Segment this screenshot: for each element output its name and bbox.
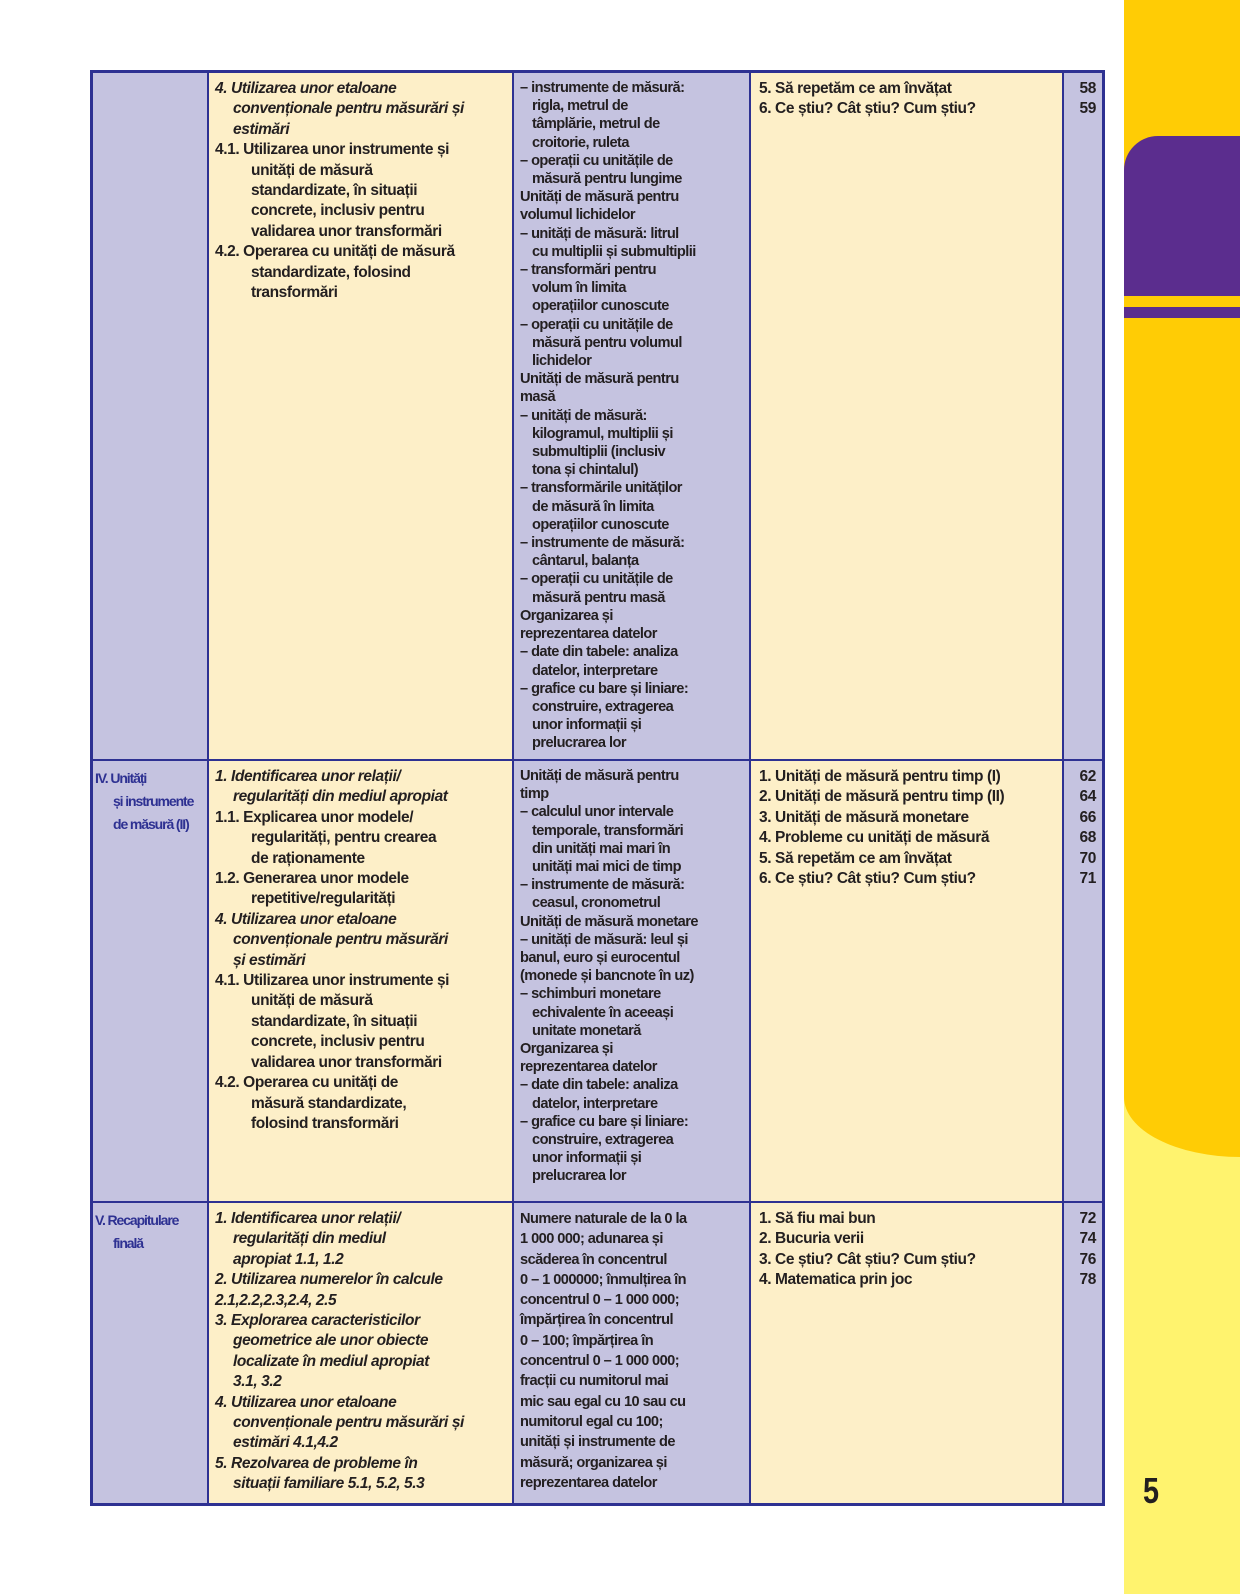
text-line: – unități de măsură: litrul xyxy=(520,225,679,242)
text-line: 1 000 000; adunarea și xyxy=(520,1231,663,1248)
text-line: – date din tabele: analiza xyxy=(520,1077,678,1094)
text-line: – schimburi monetare xyxy=(520,986,661,1003)
page-number: 5 xyxy=(1143,1470,1160,1511)
page-ref: 58 xyxy=(1079,80,1096,97)
text-line: mic sau egal cu 10 sau cu xyxy=(520,1393,686,1410)
text-line: – unități de măsură: leul și xyxy=(520,931,688,948)
lesson-item: 5. Să repetăm ce am învățat xyxy=(759,849,952,867)
competences-cell xyxy=(209,761,514,1203)
text-line: regularități din mediul xyxy=(233,1230,386,1248)
text-line: standardizate, în situații xyxy=(251,1012,418,1030)
text-line: banul, euro și eurocentul xyxy=(520,950,680,967)
text-line: – transformări pentru xyxy=(520,262,657,279)
contents-cell xyxy=(514,1203,751,1503)
text-line: 4.2. Operarea cu unități de xyxy=(215,1074,399,1092)
text-line: – grafice cu bare și liniare: xyxy=(520,1113,689,1130)
lesson-item: 6. Ce știu? Cât știu? Cum știu? xyxy=(759,870,976,888)
text-line: prelucrarea lor xyxy=(532,1168,626,1185)
text-line: 4.1. Utilizarea unor instrumente și xyxy=(215,972,450,990)
text-line: unități de măsură xyxy=(251,161,373,179)
text-line: concentrul 0 – 1 000 000; xyxy=(520,1353,680,1370)
text-line: 1.2. Generarea unor modele xyxy=(215,870,409,888)
text-line: măsură pentru masă xyxy=(532,589,665,606)
text-line: – operații cu unitățile de xyxy=(520,316,673,333)
text-line: reprezentarea datelor xyxy=(520,1474,657,1491)
text-line: standardizate, folosind xyxy=(251,263,411,281)
text-line: Unități de măsură monetare xyxy=(520,913,698,930)
text-line: transformări xyxy=(251,284,338,302)
text-line: reprezentarea datelor xyxy=(520,626,657,643)
page-ref: 74 xyxy=(1079,1230,1096,1248)
text-line: V. Recapitulare xyxy=(95,1212,179,1228)
competences-cell xyxy=(209,73,514,761)
pages-cell xyxy=(1064,761,1102,1203)
text-line: scăderea în concentrul xyxy=(520,1251,667,1268)
page-ref: 76 xyxy=(1079,1250,1096,1268)
text-line: și estimări xyxy=(233,951,306,969)
text-line: unități mai mici de timp xyxy=(532,859,681,876)
pages-cell xyxy=(1064,73,1102,761)
lesson-item: 5. Să repetăm ce am învățat xyxy=(759,80,952,97)
text-line: unor informații și xyxy=(532,1150,642,1167)
text-line: Unități de măsură pentru xyxy=(520,189,679,206)
text-line: Organizarea și xyxy=(520,1041,613,1058)
text-line: apropiat 1.1, 1.2 xyxy=(233,1250,344,1268)
text-line: operațiilor cunoscute xyxy=(532,516,669,533)
text-line: echivalente în aceeași xyxy=(532,1004,674,1021)
text-line: 4. Utilizarea unor etaloane xyxy=(215,1393,397,1411)
lessons-cell xyxy=(751,761,1064,1203)
lessons-cell xyxy=(751,1203,1064,1503)
text-line: prelucrarea lor xyxy=(532,735,626,752)
unit-cell xyxy=(93,73,209,761)
page-ref: 78 xyxy=(1079,1271,1096,1289)
lesson-item: 4. Matematica prin joc xyxy=(759,1271,913,1289)
text-line: finală xyxy=(113,1235,143,1251)
page-ref: 72 xyxy=(1079,1210,1096,1227)
text-line: 4.1. Utilizarea unor instrumente și xyxy=(215,141,450,159)
page-ref: 70 xyxy=(1079,849,1096,867)
text-line: din unități mai mari în xyxy=(532,840,671,857)
text-line: reprezentarea datelor xyxy=(520,1059,657,1076)
text-line: timp xyxy=(520,786,549,803)
text-line: măsură standardizate, xyxy=(251,1094,407,1112)
text-line: repetitive/regularități xyxy=(251,890,396,908)
text-line: unități și instrumente de xyxy=(520,1434,675,1451)
text-line: (monede și bancnote în uz) xyxy=(520,968,694,985)
text-line: estimări 4.1,4.2 xyxy=(233,1434,338,1452)
text-line: kilogramul, multiplii și xyxy=(532,425,673,442)
text-line: croitorie, ruleta xyxy=(532,134,629,151)
pages-cell xyxy=(1064,1203,1102,1503)
text-line: 0 – 1 000000; înmulțirea în xyxy=(520,1271,687,1288)
text-line: rigla, metrul de xyxy=(532,98,628,115)
text-line: IV. Unități xyxy=(95,770,147,786)
text-line: validarea unor transformări xyxy=(251,222,442,240)
text-line: – grafice cu bare și liniare: xyxy=(520,680,689,697)
curriculum-table xyxy=(90,70,1105,1506)
text-line: datelor, interpretare xyxy=(532,1095,658,1112)
text-line: volum în limita xyxy=(532,280,626,297)
text-line: 3. Explorarea caracteristicilor xyxy=(215,1312,420,1330)
page-ref: 62 xyxy=(1079,768,1096,785)
text-line: cu multiplii și submultiplii xyxy=(532,243,696,260)
text-line: situații familiare 5.1, 5.2, 5.3 xyxy=(233,1475,425,1493)
text-line: geometrice ale unor obiecte xyxy=(233,1332,429,1350)
text-line: unor informații și xyxy=(532,717,642,734)
text-line: volumul lichidelor xyxy=(520,207,635,224)
side-purple-stripe xyxy=(1124,307,1240,318)
text-line: temporale, transformări xyxy=(532,822,684,839)
text-line: 2. Utilizarea numerelor în calcule xyxy=(215,1271,443,1289)
unit-cell xyxy=(93,1203,209,1503)
text-line: unități de măsură xyxy=(251,992,373,1010)
lesson-item: 3. Unități de măsură monetare xyxy=(759,808,969,826)
text-line: măsură pentru volumul xyxy=(532,334,682,351)
text-line: și instrumente xyxy=(113,793,194,809)
text-line: 4. Utilizarea unor etaloane xyxy=(215,80,397,97)
text-line: – date din tabele: analiza xyxy=(520,644,678,661)
text-line: validarea unor transformări xyxy=(251,1053,442,1071)
text-line: – operații cu unitățile de xyxy=(520,571,673,588)
text-line: 2.1,2.2,2.3,2.4, 2.5 xyxy=(215,1291,337,1309)
text-line: – calculul unor intervale xyxy=(520,804,674,821)
text-line: ceasul, cronometrul xyxy=(532,895,661,912)
contents-cell xyxy=(514,73,751,761)
text-line: 0 – 100; împărțirea în xyxy=(520,1332,654,1349)
text-line: 5. Rezolvarea de probleme în xyxy=(215,1454,418,1472)
lesson-item: 1. Unități de măsură pentru timp (I) xyxy=(759,768,1001,785)
text-line: datelor, interpretare xyxy=(532,662,658,679)
text-line: 1.1. Explicarea unor modele/ xyxy=(215,808,414,826)
lessons-cell xyxy=(751,73,1064,761)
text-line: de raționamente xyxy=(251,849,365,867)
text-line: concentrul 0 – 1 000 000; xyxy=(520,1292,680,1309)
text-line: construire, extragerea xyxy=(532,1132,674,1149)
text-line: – instrumente de măsură: xyxy=(520,535,685,552)
text-line: de măsură în limita xyxy=(532,498,654,515)
text-line: tâmplărie, metrul de xyxy=(532,116,660,133)
text-line: 1. Identificarea unor relații/ xyxy=(215,1210,401,1227)
lesson-item: 4. Probleme cu unități de măsură xyxy=(759,829,990,847)
lesson-item: 2. Unități de măsură pentru timp (II) xyxy=(759,788,1005,806)
lesson-item: 3. Ce știu? Cât știu? Cum știu? xyxy=(759,1250,976,1268)
text-line: regularități, pentru crearea xyxy=(251,829,437,847)
side-purple-tab xyxy=(1124,136,1240,296)
text-line: folosind transformări xyxy=(251,1114,399,1132)
text-line: submultiplii (inclusiv xyxy=(532,444,666,461)
text-line: concrete, inclusiv pentru xyxy=(251,1033,425,1051)
text-line: convenționale pentru măsurări xyxy=(233,931,448,949)
unit-cell xyxy=(93,761,209,1203)
contents-cell xyxy=(514,761,751,1203)
text-line: standardizate, în situații xyxy=(251,182,418,200)
text-line: 4.2. Operarea cu unități de măsură xyxy=(215,243,455,261)
text-line: numitorul egal cu 100; xyxy=(520,1413,663,1430)
text-line: 4. Utilizarea unor etaloane xyxy=(215,910,397,928)
lesson-item: 6. Ce știu? Cât știu? Cum știu? xyxy=(759,100,976,118)
lesson-item: 1. Să fiu mai bun xyxy=(759,1210,876,1227)
page-ref: 64 xyxy=(1079,788,1096,806)
page-ref: 66 xyxy=(1079,808,1096,826)
text-line: convenționale pentru măsurări și xyxy=(233,1414,464,1432)
text-line: estimări xyxy=(233,120,290,138)
text-line: construire, extragerea xyxy=(532,698,674,715)
text-line: de măsură (II) xyxy=(113,816,189,832)
text-line: lichidelor xyxy=(532,353,592,370)
text-line: regularități din mediul apropiat xyxy=(233,788,448,806)
text-line: Organizarea și xyxy=(520,607,613,624)
text-line: masă xyxy=(520,389,556,406)
text-line: – transformările unităților xyxy=(520,480,682,497)
text-line: – unități de măsură: xyxy=(520,407,647,424)
text-line: împărțirea în concentrul xyxy=(520,1312,674,1329)
page-side-decoration xyxy=(1124,0,1240,1594)
text-line: Unități de măsură pentru xyxy=(520,371,679,388)
text-line: măsură; organizarea și xyxy=(520,1454,667,1471)
text-line: Numere naturale de la 0 la xyxy=(520,1211,687,1227)
text-line: Unități de măsură pentru xyxy=(520,768,679,784)
page-ref: 68 xyxy=(1079,829,1096,847)
text-line: operațiilor cunoscute xyxy=(532,298,669,315)
competences-cell xyxy=(209,1203,514,1503)
text-line: 3.1, 3.2 xyxy=(233,1373,282,1391)
text-line: măsură pentru lungime xyxy=(532,171,682,188)
text-line: fracții cu numitorul mai xyxy=(520,1373,669,1390)
text-line: – instrumente de măsură: xyxy=(520,877,685,894)
text-line: – instrumente de măsură: xyxy=(520,80,685,96)
text-line: tona și chintalul) xyxy=(532,462,639,479)
page-ref: 59 xyxy=(1079,100,1096,118)
lesson-item: 2. Bucuria verii xyxy=(759,1230,864,1248)
text-line: convenționale pentru măsurări și xyxy=(233,100,464,118)
text-line: cântarul, balanța xyxy=(532,553,639,570)
text-line: concrete, inclusiv pentru xyxy=(251,202,425,220)
text-line: localizate în mediul apropiat xyxy=(233,1352,429,1370)
text-line: unitate monetară xyxy=(532,1022,641,1039)
text-line: 1. Identificarea unor relații/ xyxy=(215,768,401,785)
page-ref: 71 xyxy=(1079,870,1096,888)
text-line: – operații cu unitățile de xyxy=(520,152,673,169)
